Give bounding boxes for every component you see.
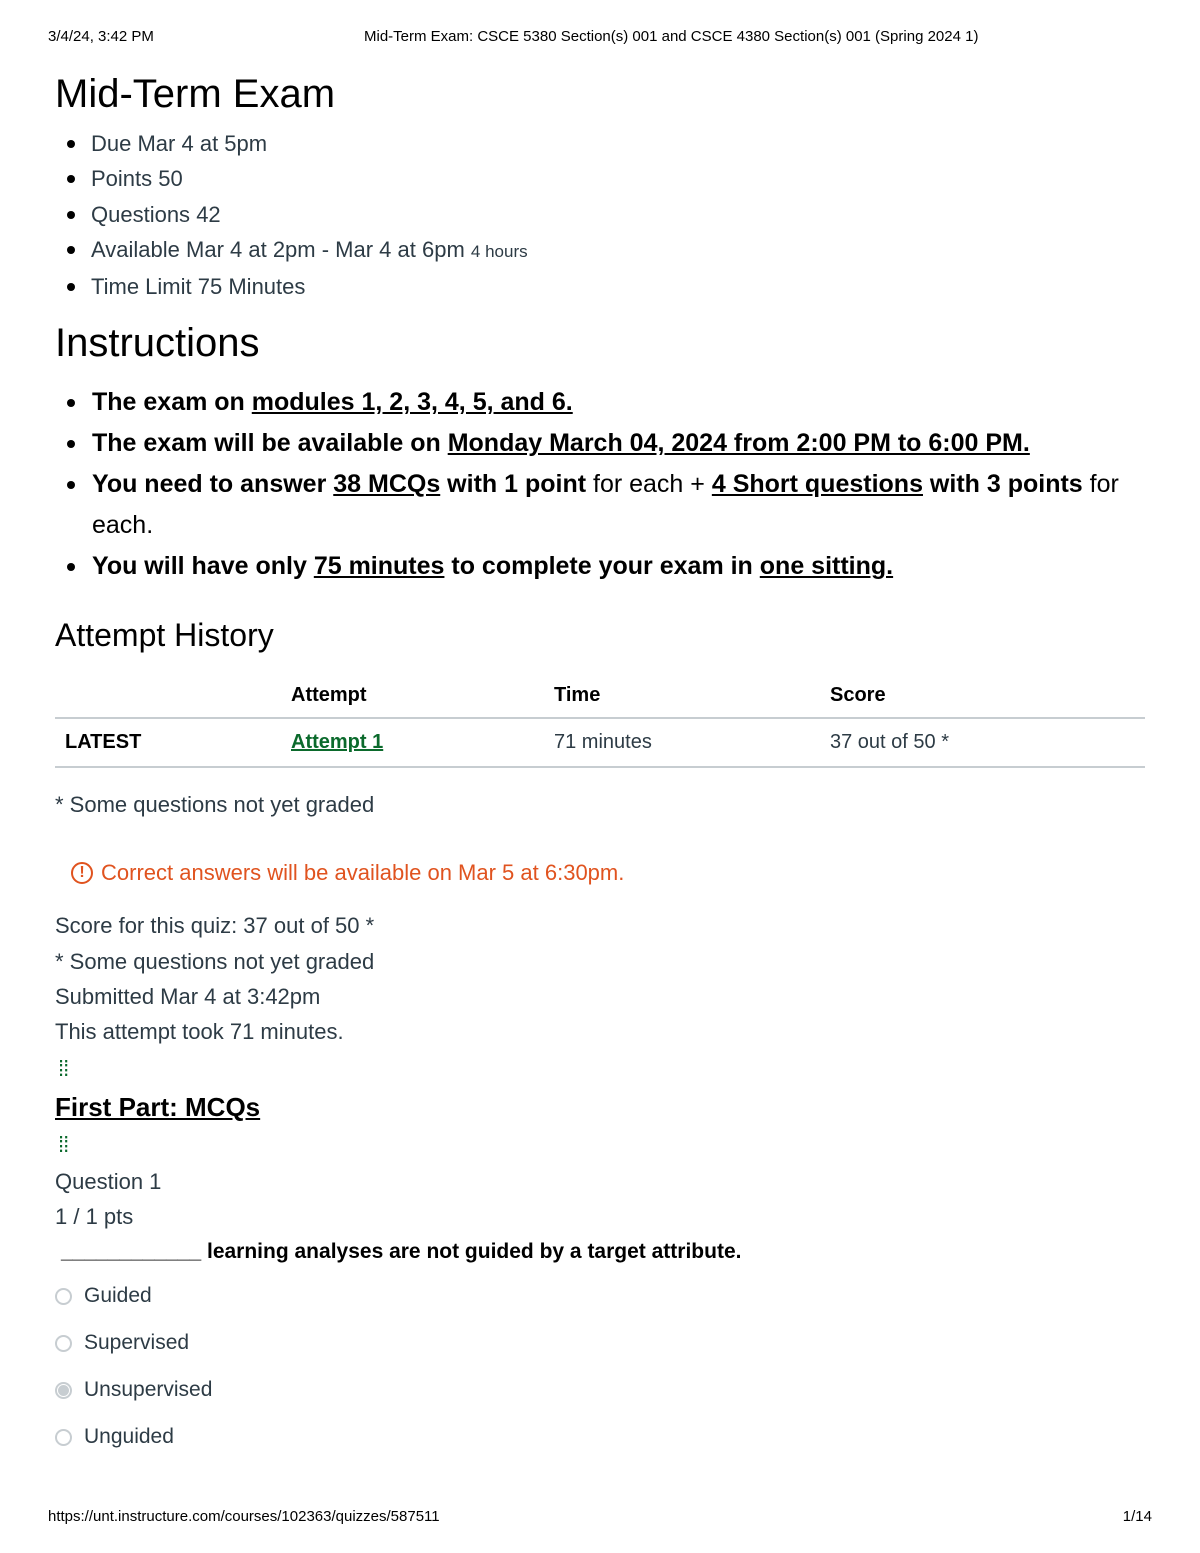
answer-list: [55, 1273, 1145, 1461]
quiz-summary: [55, 908, 1145, 1049]
column-header-attempt: Attempt: [281, 673, 544, 718]
column-header: [55, 673, 281, 718]
column-header-score: Score: [820, 673, 1145, 718]
warning-icon: !: [71, 862, 93, 884]
time-cell: 71 minutes: [544, 718, 820, 767]
answers-availability-warning: [71, 858, 1145, 888]
instruction-modules: The exam on modules 1, 2, 3, 4, 5, and 6.: [55, 382, 1145, 423]
latest-label: LATEST: [55, 718, 281, 767]
available-duration-note: 4 hours: [470, 241, 528, 261]
detail-due: Due Mar 4 at 5pm: [55, 126, 1145, 161]
question-text: ____________ learning analyses are not guided by a target attribute.: [61, 1239, 742, 1263]
answer-label: Supervised: [84, 1331, 190, 1355]
attempt-link[interactable]: Attempt 1: [291, 731, 384, 754]
attempt-cell: [281, 718, 544, 767]
question-blank: ____________: [61, 1239, 202, 1263]
quiz-title: Mid-Term Exam: [55, 72, 336, 116]
quiz-content: [55, 70, 1145, 1461]
print-page-number: 1/14: [1122, 1508, 1152, 1525]
instructions-list: [55, 382, 1145, 587]
answer-option[interactable]: [55, 1273, 1145, 1320]
radio-button[interactable]: [55, 1429, 72, 1446]
radio-button[interactable]: [55, 1288, 72, 1305]
part-title: First Part: MCQs: [55, 1091, 261, 1122]
drag-handle-icon: ⁞⁞: [58, 1131, 69, 1157]
print-document-title: Mid-Term Exam: CSCE 5380 Section(s) 001 and CSCE 4380 Section(s) 001 (Spring 2024 1): [364, 28, 979, 45]
answer-label: Unsupervised: [84, 1378, 213, 1402]
print-header: [48, 28, 1152, 48]
table-header-row: [55, 673, 1145, 718]
attempt-duration: This attempt took 71 minutes.: [55, 1019, 344, 1045]
quiz-score: Score for this quiz: 37 out of 50 *: [55, 913, 375, 939]
detail-time-limit: Time Limit 75 Minutes: [55, 269, 1145, 304]
detail-points: Points 50: [55, 161, 1145, 196]
instruction-questions: You need to answer 38 MCQs with 1 point for each + 4 Short questions with 3 points for each.: [55, 464, 1145, 546]
attempt-history-table: [55, 673, 1145, 768]
detail-questions: Questions 42: [55, 197, 1145, 232]
answer-option-selected[interactable]: [55, 1367, 1145, 1414]
instruction-availability: The exam will be available on Monday March 04, 2024 from 2:00 PM to 6:00 PM.: [55, 423, 1145, 464]
table-row: [55, 718, 1145, 767]
instruction-time: You will have only 75 minutes to complete your exam in one sitting.: [55, 546, 1145, 587]
answer-option[interactable]: [55, 1414, 1145, 1461]
answer-label: Unguided: [84, 1425, 174, 1449]
detail-available: Available Mar 4 at 2pm - Mar 4 at 6pm 4 hours: [55, 232, 1145, 269]
column-header-time: Time: [544, 673, 820, 718]
not-graded-note: * Some questions not yet graded: [55, 792, 375, 818]
instructions-title: Instructions: [55, 321, 260, 366]
question-points: 1 / 1 pts: [55, 1203, 134, 1229]
summary-not-graded: * Some questions not yet graded: [55, 948, 375, 974]
drag-handle-icon: ⁞⁞: [58, 1055, 69, 1081]
attempt-history-title: Attempt History: [55, 617, 274, 654]
submitted-time: Submitted Mar 4 at 3:42pm: [55, 984, 321, 1010]
radio-button-selected[interactable]: [55, 1382, 72, 1399]
print-date: 3/4/24, 3:42 PM: [48, 28, 154, 45]
answer-option[interactable]: [55, 1320, 1145, 1367]
print-url: https://unt.instructure.com/courses/102363/quizzes/587511: [48, 1508, 440, 1525]
quiz-details: [55, 126, 1145, 304]
question-number: Question 1: [55, 1168, 162, 1194]
score-cell: 37 out of 50 *: [820, 718, 1145, 767]
answer-label: Guided: [84, 1284, 152, 1308]
warning-text: Correct answers will be available on Mar 5 at 6:30pm.: [101, 860, 625, 886]
radio-button[interactable]: [55, 1335, 72, 1352]
